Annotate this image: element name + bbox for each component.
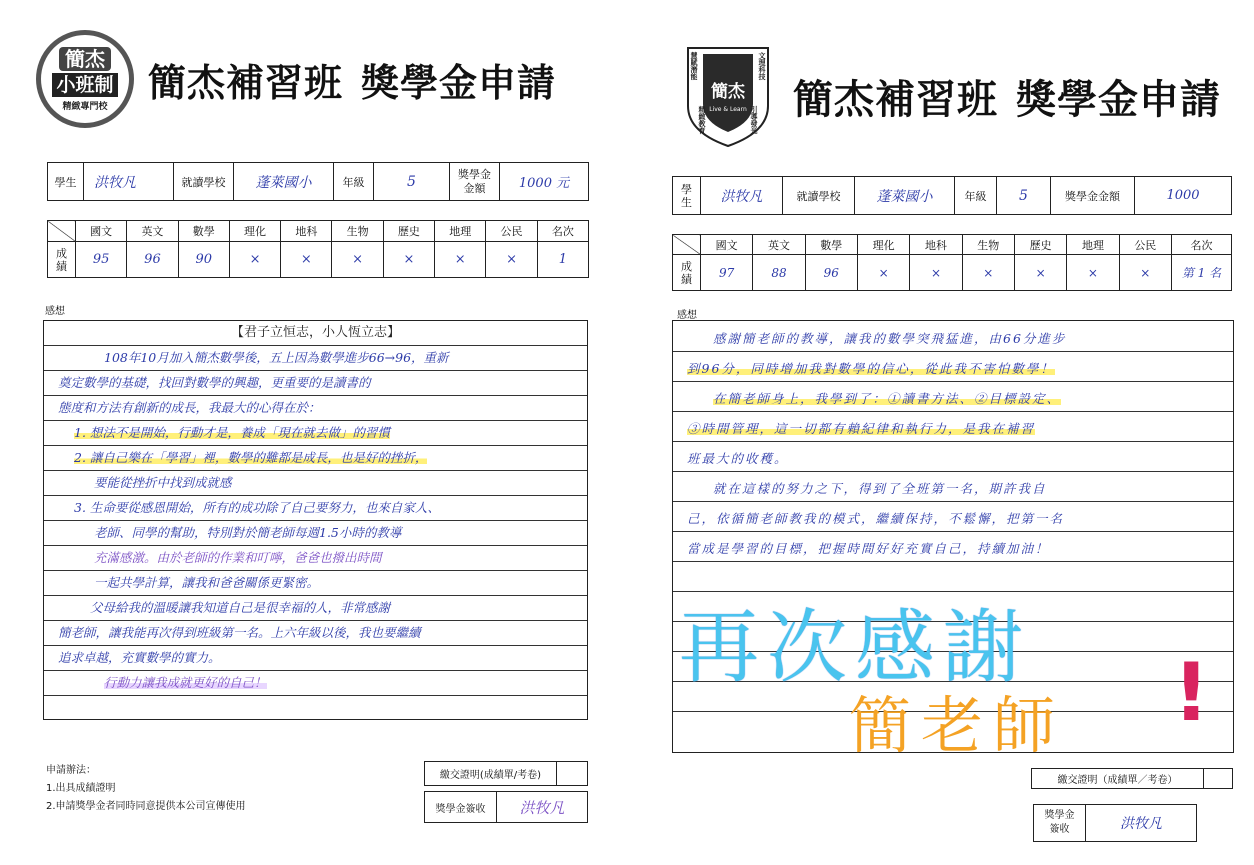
logo-text-1: 簡杰 <box>59 47 111 71</box>
grade-label: 年級 <box>334 163 374 201</box>
grade-value: 5 <box>374 163 450 201</box>
essay-line: 態度和方法有創新的成長，我最大的心得在於： <box>58 400 321 415</box>
proof-label: 繳交證明(成績單/考卷) <box>425 762 557 785</box>
amount-value: 1000 <box>1135 177 1232 215</box>
right-logo-shield <box>685 44 771 148</box>
essay-line: 父母給我的溫暖讓我知道自己是很幸福的人，非常感謝 <box>90 600 391 615</box>
essay-line <box>74 425 577 441</box>
proof-box <box>424 761 588 786</box>
subject-header: 生物 <box>962 235 1014 255</box>
subject-header: 理化 <box>229 221 280 242</box>
amount-label: 獎學金金額 <box>1051 177 1135 215</box>
score-value: 97 <box>701 255 753 291</box>
score-value: × <box>486 242 537 278</box>
method-label: 申請辦法： <box>46 765 96 776</box>
method-item-2: 2.申請獎學金者同時同意提供本公司宣傳使用 <box>46 801 246 812</box>
student-value: 洪牧凡 <box>84 163 174 201</box>
exclamation-mark: ! <box>1173 646 1210 739</box>
subject-header: 國文 <box>701 235 753 255</box>
title-school: 簡杰補習班 <box>793 76 998 123</box>
right-essay-box <box>672 320 1234 762</box>
left-logo-stamp <box>36 30 134 128</box>
essay-line: 108年10月加入簡杰數學後，五上因為數學進步66→96，重新 <box>104 350 449 365</box>
proof-label: 繳交證明（成績單／考卷） <box>1032 769 1204 788</box>
right-info-table <box>672 176 1232 215</box>
subject-header: 地理 <box>1067 235 1119 255</box>
student-label <box>673 177 701 215</box>
essay-line <box>104 675 577 691</box>
right-page-title <box>793 68 1221 125</box>
subject-header: 國文 <box>76 221 127 242</box>
amount-label-line1: 獎學金 <box>458 167 491 181</box>
shield-right-text: 文理科技 <box>758 52 766 80</box>
subject-header: 地科 <box>910 235 962 255</box>
big-teacher-text: 簡老師 <box>849 689 1066 762</box>
logo-text-2: 小班制 <box>52 73 117 97</box>
school-value: 蓬萊國小 <box>855 177 955 215</box>
amount-label <box>450 163 500 201</box>
score-row-label <box>673 255 701 291</box>
left-essay-box <box>43 320 588 720</box>
corner-cell <box>48 221 76 242</box>
essay-line: 追求卓越，充實數學的實力。 <box>58 650 221 665</box>
corner-cell <box>673 235 701 255</box>
left-page-title <box>148 52 556 107</box>
subject-header: 生物 <box>332 221 383 242</box>
subject-header: 理化 <box>857 235 909 255</box>
essay-line: 3. 生命要從感恩開始，所有的成功除了自己要努力，也來自家人、 <box>74 500 440 515</box>
shield-left-text: 慧賦潛能 <box>690 52 698 80</box>
score-value: × <box>962 255 1014 291</box>
rank-value: 第 1 名 <box>1172 255 1232 291</box>
essay-line: 班最大的收穫。 <box>687 451 789 466</box>
highlighted-text: 到96分，同時增加我對數學的信心，從此我不害怕數學！ <box>687 361 1055 376</box>
school-label: 就讀學校 <box>174 163 234 201</box>
student-label-2: 生 <box>681 195 692 209</box>
right-header <box>685 44 1221 148</box>
highlighted-text: 1. 想法不是開始，行動才是，養成「現在就去做」的習慣 <box>74 425 390 440</box>
essay-line: 簡老師，讓我能再次得到班級第一名。上六年級以後，我也要繼續 <box>58 625 421 640</box>
essay-line: 充滿感激。由於老師的作業和叮嚀，爸爸也撥出時間 <box>94 550 382 565</box>
left-essay-label: 感想 <box>45 306 65 317</box>
essay-line <box>713 391 1223 407</box>
sign-label-2: 簽收 <box>1049 824 1070 835</box>
subject-header: 歷史 <box>383 221 434 242</box>
application-method <box>46 762 246 816</box>
student-label-1: 學 <box>681 182 692 196</box>
score-value: × <box>1067 255 1119 291</box>
logo-text-3: 精緻專門校 <box>62 101 108 112</box>
big-thanks-text: 再次感謝 <box>679 601 1031 694</box>
left-header <box>36 30 556 128</box>
title-school: 簡杰補習班 <box>148 60 344 105</box>
proof-value <box>1204 769 1232 788</box>
row-label-2: 績 <box>681 272 692 286</box>
score-value: × <box>435 242 486 278</box>
highlighted-text: ③時間管理，這一切都有賴紀律和執行力，是我在補習 <box>687 421 1036 436</box>
highlighted-text: 在簡老師身上，我學到了：①讀書方法、②目標設定、 <box>713 391 1062 406</box>
right-essay-label: 感想 <box>677 310 697 321</box>
score-value: × <box>1014 255 1066 291</box>
subject-header: 公民 <box>1119 235 1171 255</box>
score-value: 90 <box>178 242 229 278</box>
left-score-table <box>47 220 589 278</box>
sign-label: 獎學金簽收 <box>425 792 497 822</box>
subject-header: 歷史 <box>1014 235 1066 255</box>
row-label-2: 績 <box>56 259 67 273</box>
subject-header: 地理 <box>435 221 486 242</box>
subject-header: 公民 <box>486 221 537 242</box>
score-value: × <box>1119 255 1171 291</box>
title-scholarship: 獎學金申請 <box>361 60 557 105</box>
rank-value: 1 <box>537 242 588 278</box>
essay-line <box>74 450 577 466</box>
essay-line: 己，依循簡老師教我的模式，繼續保持，不鬆懈，把第一名 <box>687 511 1065 526</box>
student-label: 學生 <box>48 163 84 201</box>
row-label-1: 成 <box>681 259 692 273</box>
proof-value <box>557 762 587 785</box>
sign-box <box>1033 804 1197 842</box>
student-value: 洪牧凡 <box>701 177 783 215</box>
proof-box <box>1031 768 1233 789</box>
essay-line: 感謝簡老師的教導，讓我的數學突飛猛進，由66分進步 <box>713 331 1067 346</box>
right-application-form <box>627 0 1254 865</box>
essay-line <box>687 421 1223 437</box>
score-value: × <box>910 255 962 291</box>
right-score-table <box>672 234 1232 291</box>
shield-bottom-right-text: 引導發光 <box>750 106 758 134</box>
school-value: 蓬萊國小 <box>234 163 334 201</box>
subject-header: 地科 <box>281 221 332 242</box>
highlighted-text: 行動力讓我成就更好的自己！ <box>104 675 267 690</box>
essay-line: 要能從挫折中找到成就感 <box>94 475 232 490</box>
grade-label: 年級 <box>955 177 997 215</box>
essay-line: 奠定數學的基礎，找回對數學的興趣，更重要的是讀書的 <box>58 375 371 390</box>
school-label: 就讀學校 <box>783 177 855 215</box>
score-value: × <box>281 242 332 278</box>
sign-label <box>1034 805 1086 841</box>
grade-value: 5 <box>997 177 1051 215</box>
subject-header: 英文 <box>753 235 805 255</box>
subject-header: 數學 <box>178 221 229 242</box>
score-value: 88 <box>753 255 805 291</box>
score-value: 96 <box>127 242 178 278</box>
sign-box <box>424 791 588 823</box>
score-value: 95 <box>76 242 127 278</box>
score-row-label <box>48 242 76 278</box>
subject-header: 名次 <box>537 221 588 242</box>
subject-header: 數學 <box>805 235 857 255</box>
score-value: 96 <box>805 255 857 291</box>
row-label-1: 成 <box>56 246 67 260</box>
subject-header: 英文 <box>127 221 178 242</box>
sign-value: 洪牧凡 <box>519 798 565 817</box>
subject-header: 名次 <box>1172 235 1232 255</box>
essay-line: 當成是學習的目標，把握時間好好充實自己，持續加油！ <box>687 541 1050 556</box>
score-value: × <box>229 242 280 278</box>
essay-line <box>687 361 1223 377</box>
essay-title: 【君子立恒志，小人恆立志】 <box>230 325 400 340</box>
essay-line: 一起共學計算，讓我和爸爸關係更緊密。 <box>94 575 320 590</box>
shield-sub-text: Live & Learn <box>709 106 747 113</box>
highlighted-text: 2. 讓自己樂在「學習」裡，數學的難都是成長，也是好的挫折， <box>74 450 428 465</box>
method-item-1: 1.出具成績證明 <box>46 783 116 794</box>
essay-line: 就在這樣的努力之下，得到了全班第一名，期許我自 <box>713 481 1047 496</box>
amount-label-line2: 金額 <box>463 181 486 195</box>
shield-center-text: 簡杰 <box>711 81 745 102</box>
title-scholarship: 獎學金申請 <box>1016 76 1221 123</box>
essay-line: 老師、同學的幫助，特別對於簡老師每週1.5小時的教導 <box>94 525 402 540</box>
sign-label-1: 獎學金 <box>1044 810 1075 821</box>
amount-value: 1000 元 <box>500 163 589 201</box>
score-value: × <box>857 255 909 291</box>
sign-value: 洪牧凡 <box>1120 816 1162 832</box>
score-value: × <box>383 242 434 278</box>
score-value: × <box>332 242 383 278</box>
left-info-table <box>47 162 589 201</box>
shield-bottom-left-text: 精緻教育 <box>698 106 706 134</box>
